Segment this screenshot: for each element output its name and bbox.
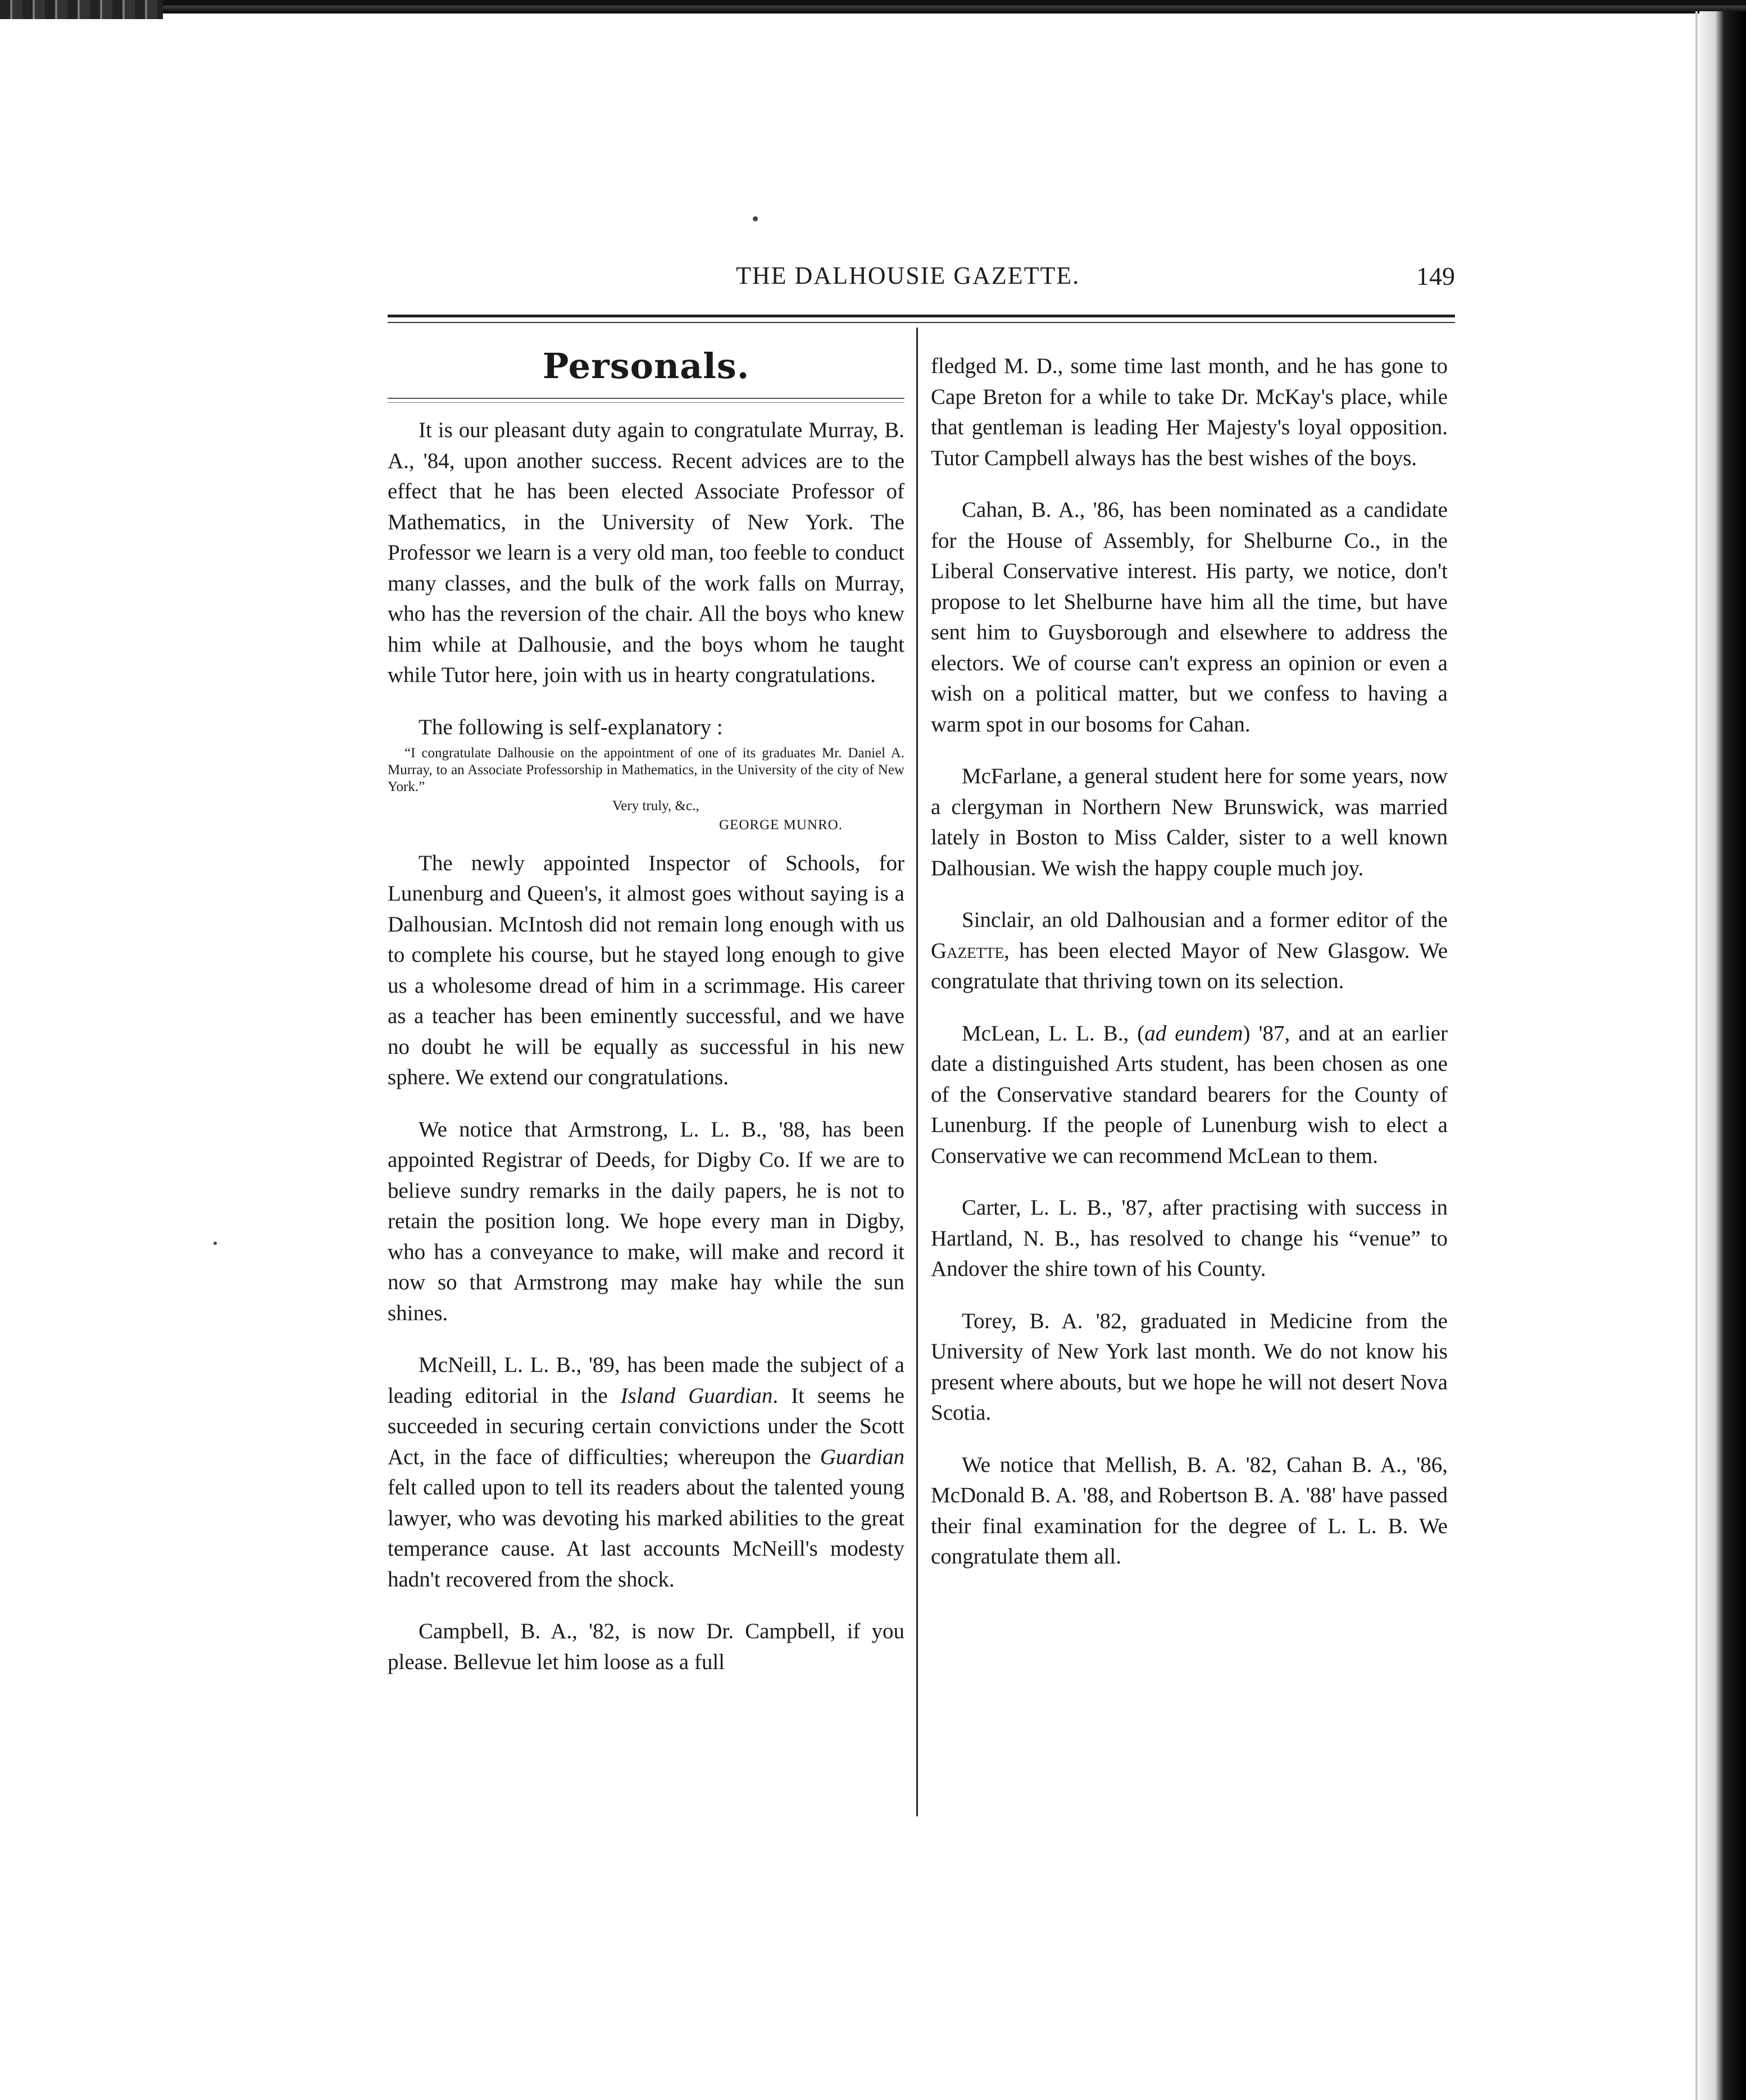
newspaper-title: Island Guardian — [620, 1383, 773, 1408]
paragraph-self-explanatory: The following is self-explanatory : — [419, 715, 723, 739]
section-heading: Personals. — [542, 346, 750, 387]
letter-closing: Very truly, &c., — [612, 798, 699, 813]
paragraph-mcfarlane: McFarlane, a general student here for some years, now a clergyman in Northern New Brunswick, was married lately in Boston to Miss Calder, sister to a well known Dalhousian. We wish the happy couple much joy. — [931, 764, 1448, 880]
scan-top-left-edge — [0, 0, 163, 19]
paragraph-campbell-continued: fledged M. D., some time last month, and he has gone to Cape Breton for a while to take Dr. McKay's place, while that gentleman is leading Her Majesty's loyal opposition. Tutor Campbell always has the best wishes of the boys. — [931, 354, 1448, 470]
header-rule — [388, 315, 1455, 317]
heading-rule — [388, 398, 904, 399]
text-run: ) '87, and at an earlier date a distinguished Arts student, has been chosen as one of the Conservative standard bearers for the County of Lunenburg. If the people of Lunenburg wish to elect a Conservative we can recommend McLean to them. — [931, 1021, 1448, 1168]
paragraph-torey: Torey, B. A. '82, graduated in Medicine from the University of New York last month. We do not know his present where abouts, but we hope he will not desert Nova Scotia. — [931, 1308, 1448, 1425]
paragraph-mcneill — [388, 1350, 904, 1595]
gazette-name: Gazette — [931, 938, 1004, 963]
running-title: THE DALHOUSIE GAZETTE. — [736, 262, 1080, 289]
paragraph-carter: Carter, L. L. B., '87, after practising with success in Hartland, N. B., has resolved to change his “venue” to Andover the shire town of his County. — [931, 1196, 1448, 1281]
text-run: Sinclair, an old Dalhousian and a former editor of the — [962, 908, 1448, 932]
page-number: 149 — [1416, 262, 1455, 290]
page-header — [388, 261, 1455, 301]
ink-speck — [753, 216, 758, 221]
latin-phrase: ad eundem — [1144, 1021, 1243, 1046]
paragraph-murray: It is our pleasant duty again to congratulate Murray, B. A., '84, upon another success. Recent advices are to the effect that he has been elected Associate Professor of Mathematics, in the University of New York. The Professor we learn is a very old man, too feeble to conduct many classes, and the bulk of the work falls on Murray, who has the reversion of the chair. All the boys who knew him while at Dalhousie, and the boys whom he taught while Tutor here, join with us in hearty congratulations. — [388, 418, 904, 687]
quoted-letter: “I congratulate Dalhousie on the appointment of one of its graduates Mr. Daniel A. Murray, to an Associate Professorship in Mathematics, in the University of the city of New York.” — [388, 745, 904, 794]
ink-speck — [213, 1242, 217, 1245]
text-run: . It seems he succeeded in securing certain convictions under the Scott Act, in the face of difficulties; whereupon the — [388, 1383, 904, 1469]
text-run: , has been elected Mayor of New Glasgow. We congratulate that thriving town on its selection. — [931, 938, 1448, 993]
scan-top-edge — [0, 0, 1746, 13]
column-divider — [916, 328, 918, 1816]
paragraph-inspector: The newly appointed Inspector of Schools, for Lunenburg and Queen's, it almost goes without saying is a Dalhousian. McIntosh did not remain long enough with us to complete his course, but he stayed long enough to give us a wholesome dread of him in a scrimmage. His career as a teacher has been eminently successful, and we have no doubt he will be equally as successful in his new sphere. We extend our congratulations. — [388, 851, 904, 1089]
page-edge-stripe — [1695, 11, 1698, 2100]
heading-rule-thin — [388, 402, 904, 403]
left-column — [388, 337, 904, 1699]
paragraph-mclean — [931, 1019, 1448, 1172]
text-run: felt called upon to tell its readers about the talented young lawyer, who was devoting his marked abilities to the great temperance cause. At last accounts McNeill's modesty hadn't recovered from the shock. — [388, 1475, 904, 1592]
text-run: McLean, L. L. B., ( — [962, 1021, 1145, 1046]
paragraph-graduates: We notice that Mellish, B. A. '82, Cahan B. A., '86, McDonald B. A. '88, and Robertson B. A. '88' have passed their final examination for the degree of L. L. B. We congratulate them all. — [931, 1452, 1448, 1569]
paragraph-sinclair — [931, 905, 1448, 997]
right-column — [931, 351, 1448, 1594]
paragraph-armstrong: We notice that Armstrong, L. L. B., '88, has been appointed Registrar of Deeds, for Digby Co. If we are to believe sundry remarks in the daily papers, he is not to retain the position long. We hope every man in Digby, who has a conveyance to make, will make and record it now so that Armstrong may make hay while the sun shines. — [388, 1117, 904, 1325]
newspaper-title: Guardian — [820, 1444, 904, 1469]
text-run: McNeill, L. L. B., '89, has been made the subject of a leading editorial in the — [388, 1353, 904, 1408]
header-rule-thin — [388, 322, 1455, 323]
letter-signature: GEORGE MUNRO. — [719, 817, 843, 833]
paragraph-cahan: Cahan, B. A., '86, has been nominated as a candidate for the House of Assembly, for Shelburne Co., in the Liberal Conservative interest. His party, we notice, don't propose to let Shelburne have him all the time, but have sent him to Guysborough and elsewhere to address the electors. We of course can't express an opinion or even a wish on a political matter, but we confess to having a warm spot in our bosoms for Cahan. — [931, 498, 1448, 737]
paragraph-campbell: Campbell, B. A., '82, is now Dr. Campbell, if you please. Bellevue let him loose as a full — [388, 1619, 904, 1674]
scan-right-edge — [1699, 11, 1746, 2100]
